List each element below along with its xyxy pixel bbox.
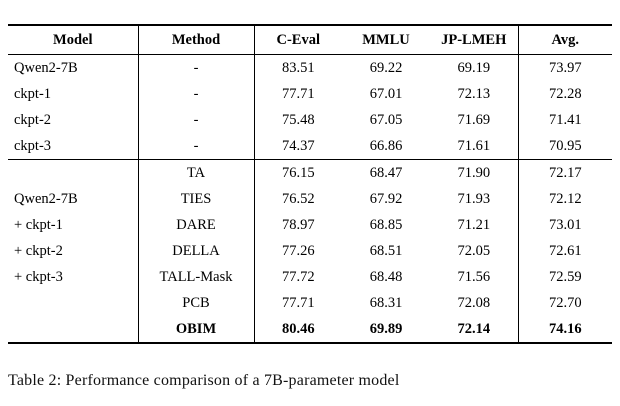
cell-method: - <box>138 55 254 82</box>
cell-mmlu: 68.48 <box>369 269 403 285</box>
cell-model: + ckpt-3 <box>8 264 138 290</box>
cell-c-eval: 77.71 <box>281 295 315 311</box>
cell-model <box>8 290 138 316</box>
cell-mmlu: 67.92 <box>369 191 403 207</box>
cell-avg: 74.16 <box>518 316 612 343</box>
cell-avg: 72.59 <box>548 269 582 285</box>
cell-c-eval: 83.51 <box>254 55 342 82</box>
cell-method: TIES <box>138 186 254 212</box>
table-row <box>8 212 612 238</box>
cell-method: TA <box>138 160 254 187</box>
table-row <box>8 133 612 160</box>
table-row <box>8 160 612 187</box>
cell-jp-lmeh: 71.93 <box>430 186 518 212</box>
cell-method: OBIM <box>138 316 254 343</box>
cell-model <box>8 316 138 343</box>
table-row <box>8 264 612 290</box>
cell-mmlu: 68.85 <box>369 217 403 233</box>
cell-c-eval: 77.72 <box>281 269 315 285</box>
cell-jp-lmeh: 71.69 <box>430 107 518 133</box>
cell-avg: 72.61 <box>548 243 582 259</box>
cell-model: + ckpt-1 <box>8 212 138 238</box>
cell-mmlu: 69.22 <box>342 55 430 82</box>
column-header-avg: Avg. <box>518 25 612 55</box>
cell-avg: 73.97 <box>518 55 612 82</box>
cell-method: TALL-Mask <box>138 264 254 290</box>
cell-method: - <box>138 107 254 133</box>
cell-c-eval: 75.48 <box>281 112 315 128</box>
table-row <box>8 107 612 133</box>
column-header-c-eval: C-Eval <box>254 25 342 55</box>
cell-method: - <box>138 133 254 160</box>
cell-jp-lmeh: 72.13 <box>430 81 518 107</box>
table-row <box>8 238 612 264</box>
cell-avg: 72.17 <box>518 160 612 187</box>
cell-jp-lmeh: 71.56 <box>430 264 518 290</box>
cell-method: DARE <box>138 212 254 238</box>
cell-c-eval: 76.15 <box>254 160 342 187</box>
table-caption: Table 2: Performance comparison of a 7B-parameter model <box>8 372 400 389</box>
cell-model: ckpt-2 <box>8 107 138 133</box>
cell-method: PCB <box>138 290 254 316</box>
cell-avg: 71.41 <box>548 112 582 128</box>
column-header-jp-lmeh: JP-LMEH <box>430 25 518 55</box>
cell-jp-lmeh: 71.21 <box>430 212 518 238</box>
table-row <box>8 55 612 82</box>
cell-model <box>8 160 138 187</box>
cell-model: ckpt-1 <box>8 81 138 107</box>
cell-avg: 73.01 <box>548 217 582 233</box>
cell-jp-lmeh: 71.61 <box>430 133 518 160</box>
cell-method: DELLA <box>138 238 254 264</box>
cell-mmlu: 68.51 <box>369 243 403 259</box>
column-header-mmlu: MMLU <box>342 25 430 55</box>
cell-jp-lmeh: 69.19 <box>430 55 518 82</box>
table-row <box>8 81 612 107</box>
cell-model: Qwen2-7B <box>8 55 138 82</box>
table-row <box>8 290 612 316</box>
cell-mmlu: 69.89 <box>342 316 430 343</box>
cell-jp-lmeh: 72.05 <box>430 238 518 264</box>
cell-c-eval: 77.26 <box>281 243 315 259</box>
cell-model: ckpt-3 <box>8 133 138 160</box>
results-table <box>8 24 612 344</box>
cell-mmlu: 68.31 <box>369 295 403 311</box>
cell-avg: 72.70 <box>548 295 582 311</box>
top-text-fragment <box>8 0 612 18</box>
cell-model: Qwen2-7B <box>8 186 138 212</box>
cell-jp-lmeh: 72.14 <box>430 316 518 343</box>
cell-mmlu: 66.86 <box>369 138 403 154</box>
table-header-row <box>8 25 612 55</box>
column-header-model: Model <box>8 25 138 55</box>
cell-c-eval: 76.52 <box>281 191 315 207</box>
cell-avg: 72.12 <box>548 191 582 207</box>
column-header-method: Method <box>138 25 254 55</box>
cell-mmlu: 68.47 <box>342 160 430 187</box>
cell-mmlu: 67.05 <box>369 112 403 128</box>
cell-avg: 72.28 <box>548 86 582 102</box>
cell-c-eval: 78.97 <box>281 217 315 233</box>
cell-jp-lmeh: 72.08 <box>430 290 518 316</box>
cell-model: + ckpt-2 <box>8 238 138 264</box>
table-row <box>8 186 612 212</box>
cell-method: - <box>138 81 254 107</box>
table-row-highlight <box>8 316 612 343</box>
cell-c-eval: 80.46 <box>254 316 342 343</box>
cell-c-eval: 74.37 <box>281 138 315 154</box>
cell-mmlu: 67.01 <box>369 86 403 102</box>
cell-avg: 70.95 <box>548 138 582 154</box>
cell-c-eval: 77.71 <box>281 86 315 102</box>
cell-jp-lmeh: 71.90 <box>430 160 518 187</box>
